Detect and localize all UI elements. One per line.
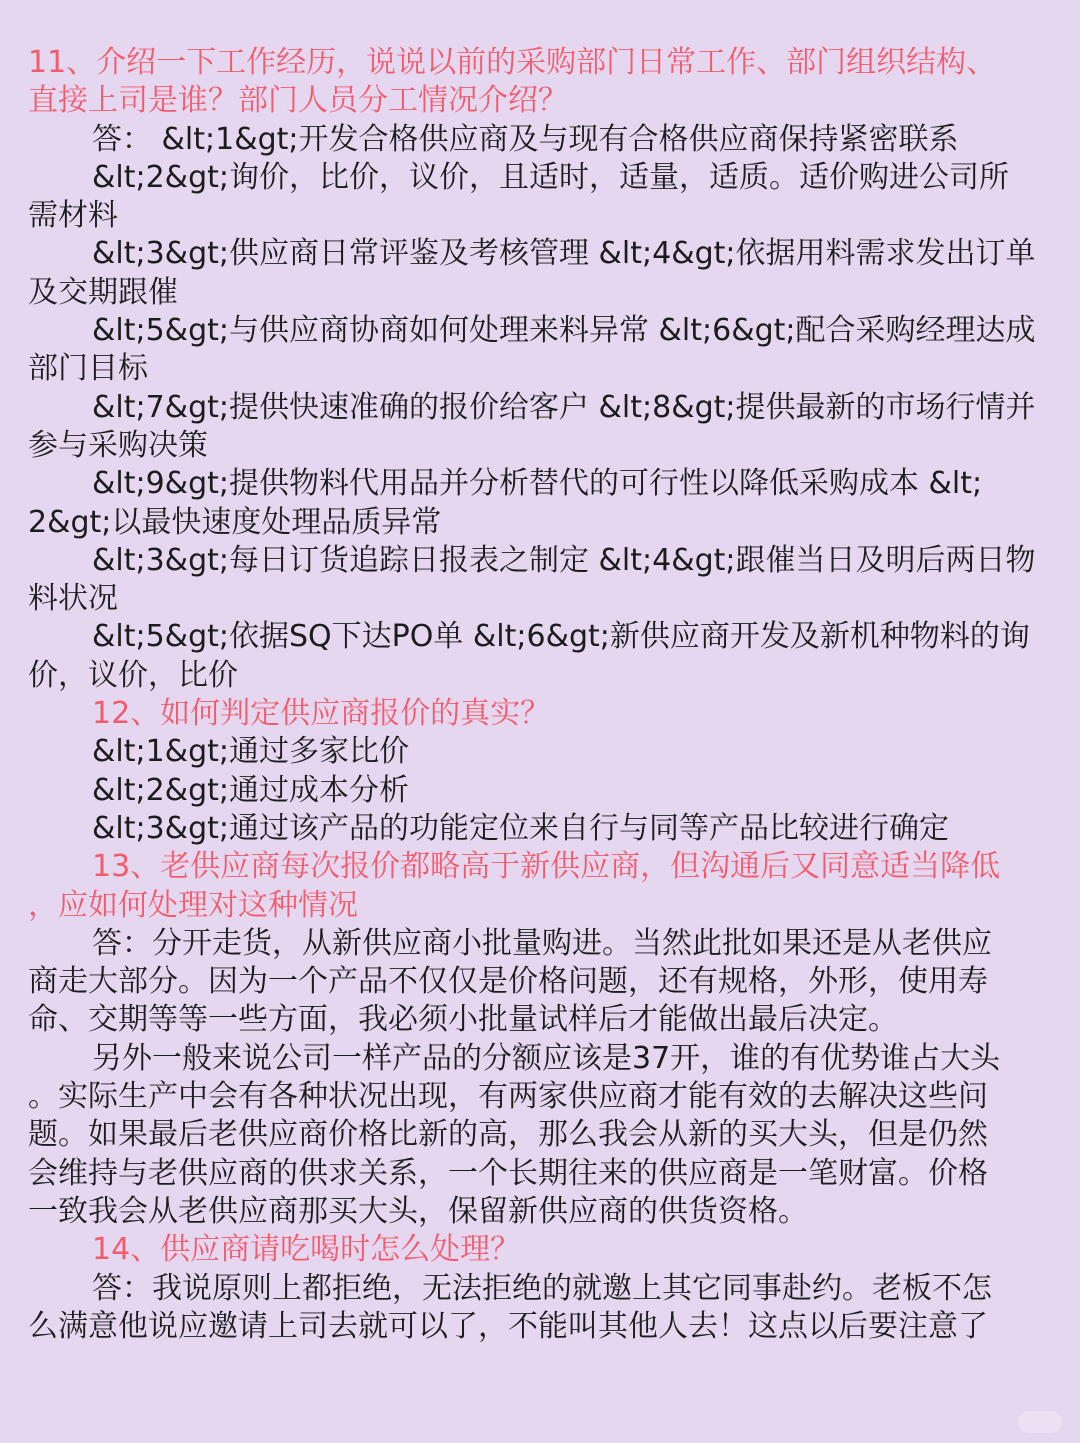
answer-14-line-2: 么满意他说应邀请上司去就可以了，不能叫其他人去！这点以后要注意了	[28, 1308, 988, 1344]
answer-11-line-5: 及交期跟催	[28, 274, 178, 310]
answer-13-line-6: 题。如果最后老供应商价格比新的高，那么我会从新的买大头，但是仍然	[28, 1117, 988, 1153]
answer-13-line-8: 一致我会从老供应商那买大头，保留新供应商的供货资格。	[28, 1193, 808, 1229]
answer-11-line-10: &lt;9&gt;提供物料代用品并分析替代的可行性以降低采购成本 &lt;	[92, 466, 983, 502]
answer-11-line-4: &lt;3&gt;供应商日常评鉴及考核管理 &lt;4&gt;依据用料需求发出订单	[92, 236, 1036, 272]
answer-11-line-11: 2&gt;以最快速度处理品质异常	[28, 504, 442, 540]
question-12: 12、如何判定供应商报价的真实？	[92, 696, 551, 732]
watermark-badge	[1018, 1411, 1062, 1433]
answer-11-line-6: &lt;5&gt;与供应商协商如何处理来料异常 &lt;6&gt;配合采购经理达成	[92, 313, 1036, 349]
answer-11-line-7: 部门目标	[28, 351, 148, 387]
answer-11-line-1: 答： &lt;1&gt;开发合格供应商及与现有合格供应商保持紧密联系	[92, 121, 959, 157]
question-14: 14、供应商请吃喝时怎么处理？	[92, 1232, 521, 1268]
answer-13-line-3: 命、交期等等一些方面，我必须小批量试样后才能做出最后决定。	[28, 1002, 898, 1038]
answer-11-line-14: &lt;5&gt;依据SQ下达PO单 &lt;6&gt;新供应商开发及新机种物料的询	[92, 619, 1030, 655]
answer-11-line-3: 需材料	[28, 198, 118, 234]
answer-13-line-1: 答：分开走货，从新供应商小批量购进。当然此批如果还是从老供应	[92, 925, 992, 961]
answer-13-line-5: 。实际生产中会有各种状况出现，有两家供应商才能有效的去解决这些问	[28, 1079, 988, 1115]
question-13-line-2: ，应如何处理对这种情况	[28, 887, 358, 923]
answer-11-line-2: &lt;2&gt;询价，比价，议价，且适时，适量，适质。适价购进公司所	[92, 159, 1009, 195]
question-11-line-1: 11、介绍一下工作经历，说说以前的采购部门日常工作、部门组织结构、	[28, 45, 997, 80]
answer-13-line-2: 商走大部分。因为一个产品不仅仅是价格问题，还有规格，外形，使用寿	[28, 964, 988, 1000]
answer-14-line-1: 答：我说原则上都拒绝，无法拒绝的就邀上其它同事赴约。老板不怎	[92, 1270, 992, 1306]
answer-11-line-8: &lt;7&gt;提供快速准确的报价给客户 &lt;8&gt;提供最新的市场行情并	[92, 389, 1036, 425]
answer-12-line-1: &lt;1&gt;通过多家比价	[92, 734, 409, 770]
answer-11-line-13: 料状况	[28, 581, 118, 617]
answer-13-line-4: 另外一般来说公司一样产品的分额应该是37开，谁的有优势谁占大头	[92, 1040, 1001, 1076]
answer-12-line-2: &lt;2&gt;通过成本分析	[92, 772, 409, 808]
answer-11-line-9: 参与采购决策	[28, 427, 208, 463]
answer-13-line-7: 会维持与老供应商的供求关系，一个长期往来的供应商是一笔财富。价格	[28, 1155, 988, 1191]
answer-11-line-12: &lt;3&gt;每日订货追踪日报表之制定 &lt;4&gt;跟催当日及明后两日物	[92, 542, 1036, 578]
question-11-line-2: 直接上司是谁？部门人员分工情况介绍？	[28, 83, 568, 119]
answer-12-line-3: &lt;3&gt;通过该产品的功能定位来自行与同等产品比较进行确定	[92, 810, 949, 846]
question-13-line-1: 13、老供应商每次报价都略高于新供应商，但沟通后又同意适当降低	[92, 849, 1001, 885]
answer-11-line-15: 价，议价，比价	[28, 657, 238, 693]
